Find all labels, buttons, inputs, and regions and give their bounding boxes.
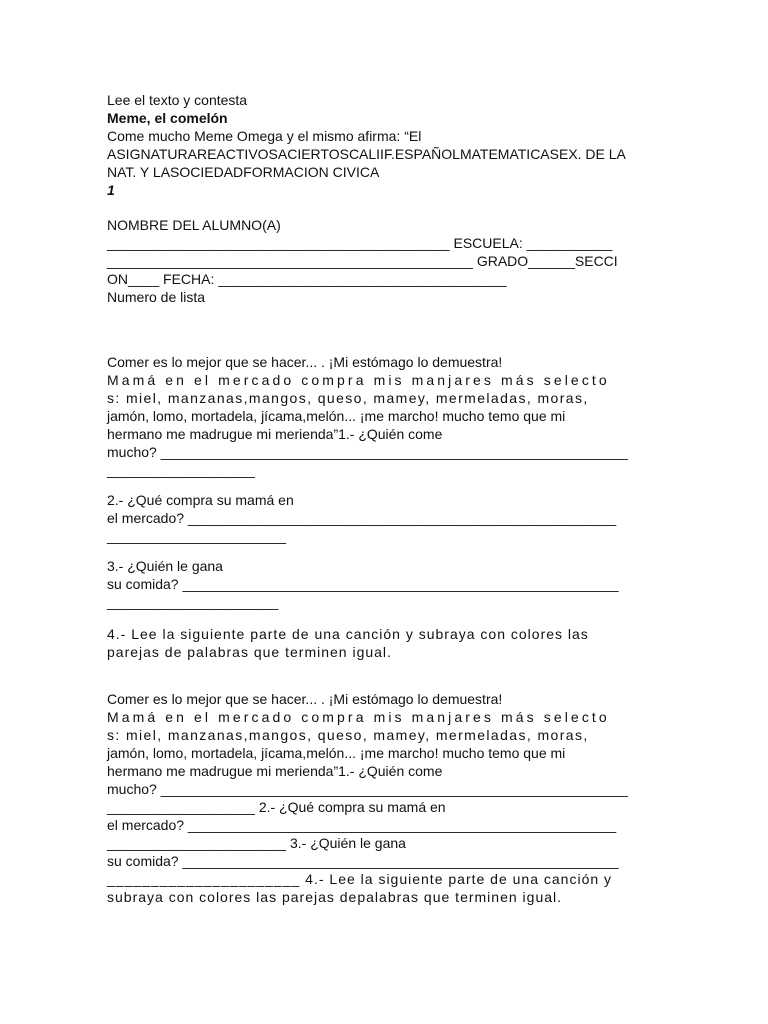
reading-line-3: s: miel, manzanas,mangos, queso, mamey, mermeladas, moras, [107,390,589,406]
repeat-reading-line-5: hermano me madrugue mi merienda”1.- ¿Quién come [107,763,443,779]
question-3-answer-line: su comida? ________________________________________________________ [107,576,619,592]
question-4-text: 4.- Lee la siguiente parte de una canción y subraya con colores las [107,626,589,642]
intro-line-3: NAT. Y LASOCIEDADFORMACION CIVICA [107,164,380,180]
reading-line-5: hermano me madrugue mi merienda”1.- ¿Quién come [107,426,443,442]
question-3-answer-line-2: ______________________ [107,594,279,610]
student-name-label: NOMBRE DEL ALUMNO(A) [107,217,281,233]
repeat-answer-line-4: _______________________ 3.- ¿Quién le gana [107,835,406,851]
story-title: Meme, el comelón [107,110,228,126]
repeat-answer-line-3: el mercado? _______________________________________________________ [107,817,617,833]
intro-line-2: ASIGNATURAREACTIVOSACIERTOSCALIIF.ESPAÑOLMATEMATICASEX. DE LA [107,146,626,162]
repeat-reading-line-3: s: miel, manzanas,mangos, queso, mamey, mermeladas, moras, [107,727,589,743]
instruction-text: Lee el texto y contesta [107,92,248,108]
repeat-reading-line-4: jamón, lomo, mortadela, jícama,melón... ¡me marcho! mucho temo que mi [107,745,566,761]
question-3-text: 3.- ¿Quién le gana [107,558,223,574]
repeat-answer-line-2: ___________________ 2.- ¿Qué compra su mamá en [107,799,446,815]
repeat-answer-line-1: mucho? ____________________________________________________________ [107,781,628,797]
repeat-question-4-text: subraya con colores las parejas depalabras que terminen igual. [107,889,563,905]
intro-line-1: Come mucho Meme Omega y el mismo afirma: “El [107,128,422,144]
repeat-answer-line-5: su comida? ________________________________________________________ [107,853,619,869]
repeat-reading-line-2: Mamá en el mercado compra mis manjares más selecto [107,709,610,725]
question-2-text: 2.- ¿Qué compra su mamá en [107,492,294,508]
question-2-answer-line: el mercado? _______________________________________________________ [107,510,617,526]
reading-line-4: jamón, lomo, mortadela, jícama,melón... ¡me marcho! mucho temo que mi [107,408,566,424]
form-line-grade: _______________________________________________ GRADO______SECCI [107,253,618,269]
repeat-reading-line-1: Comer es lo mejor que se hacer... . ¡Mi estómago lo demuestra! [107,691,503,707]
form-line-date: ON____ FECHA: _____________________________________ [107,271,507,287]
question-2-answer-line-2: _______________________ [107,528,287,544]
question-1-answer-line-2: ___________________ [107,462,255,478]
reading-line-1: Comer es lo mejor que se hacer... . ¡Mi estómago lo demuestra! [107,354,503,370]
list-number-label: Numero de lista [107,289,206,305]
form-line-school: ____________________________________________ ESCUELA: ___________ [107,235,613,251]
repeat-answer-line-6: ______________________ 4.- Lee la siguiente parte de una canción y [107,871,613,887]
question-4-text-2: parejas de palabras que terminen igual. [107,644,392,660]
reading-line-2: Mamá en el mercado compra mis manjares más selecto [107,372,610,388]
page-number: 1 [107,182,115,198]
question-1-answer-line: mucho? ____________________________________________________________ [107,444,628,460]
